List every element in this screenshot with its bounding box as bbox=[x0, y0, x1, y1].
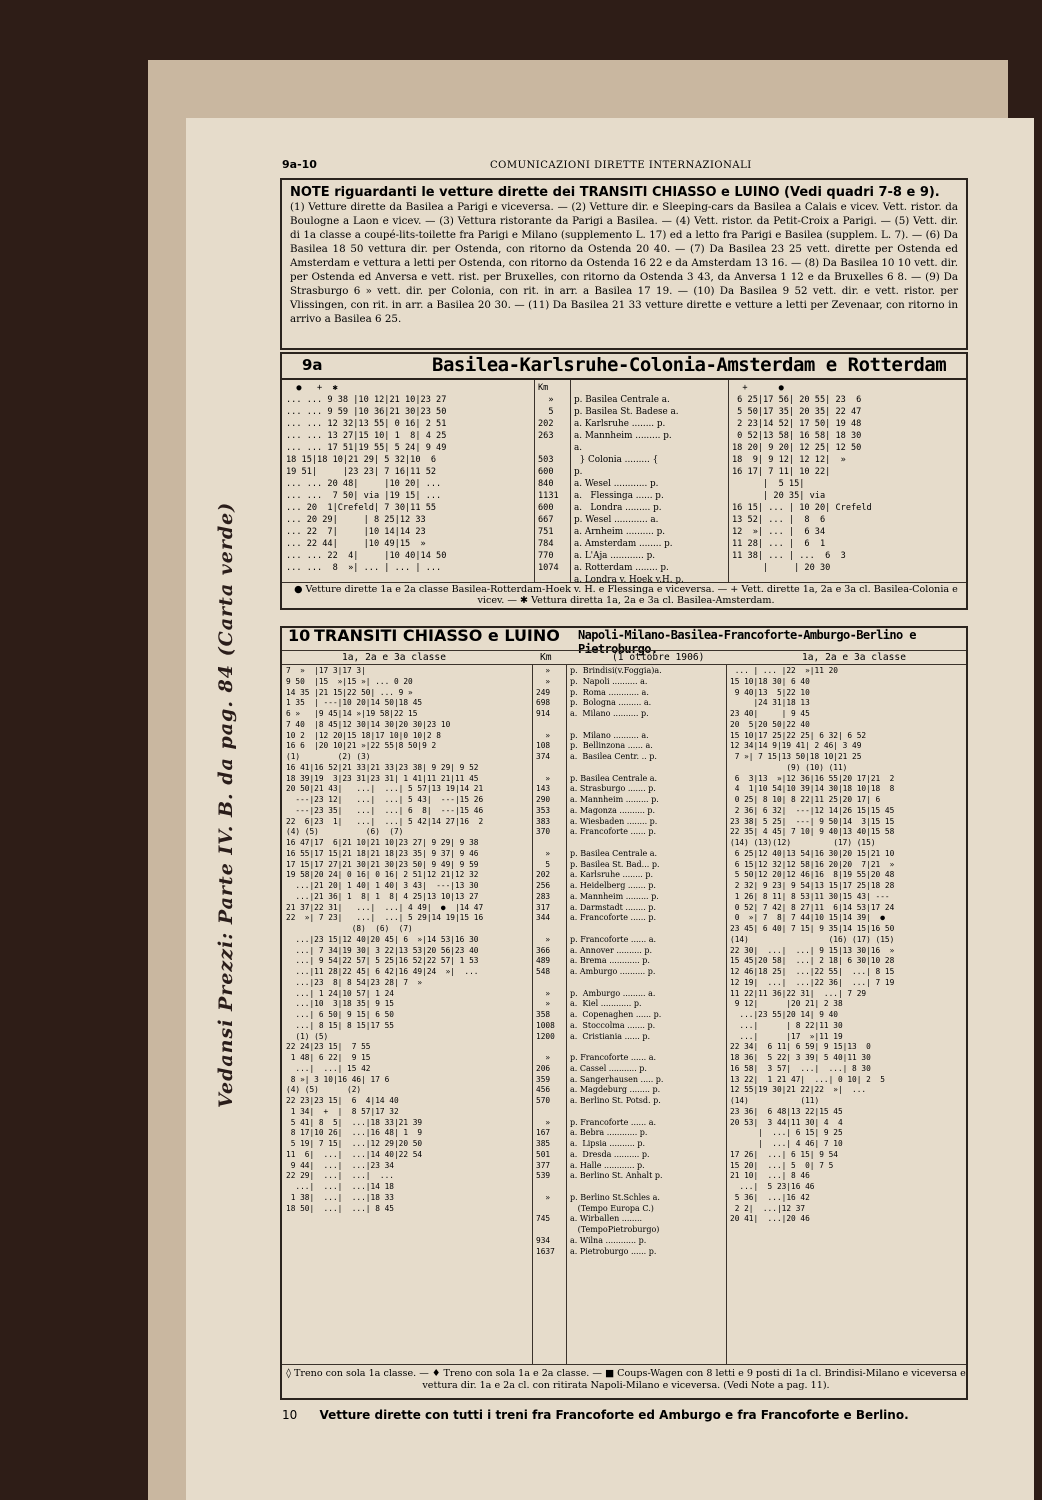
notes-body: (1) Vetture dirette da Basilea a Parigi e viceversa. — (2) Vetture dir. e Sleeping-cars da Basilea a Calais e vicev. Vett. ristor. da Boulogne a Laon e vicev. — (3) Vettura ristorante da Parigi a Basilea. — (4) Vett. ristor. da Petit-Croix a Parigi. — (5) Vett. dir. di 1a classe a coupé-lits-toilette fra Parigi e Milano (supplemento L. 17) ed a letto fra Parigi e Basilea (supplem. L. 7). — (6) Da Basilea 18 50 vettura dir. per Ostenda, con ritorno da Ostenda 20 40. — (7) Da Basilea 23 25 vett. dirette per Ostenda ed Amsterdam e vettura a letti per Ostenda, con ritorno da Ostenda 16 22 e da Amsterdam 13 16. — (8) Da Basilea 10 10 vett. dir. per Ostenda ed Anversa e vett. rist. per Bruxelles, con ritorno da Ostenda 3 43, da Anversa 1 12 e da Bruxelles 6 8. — (9) Da Strasburgo 6 » vett. dir. per Colonia, con rit. in arr. a Basilea 17 19. — (10) Da Basilea 9 52 vett. dir. e vett. ristor. per Vlissingen, con rit. in arr. a Basilea 20 30. — (11) Da Basilea 21 33 vetture dirette e vetture a letti per Zevenaar, con ritorno in arrivo a Basilea 6 25. bbox=[290, 201, 958, 325]
divider bbox=[570, 380, 571, 582]
section-9a-header bbox=[282, 354, 966, 380]
divider bbox=[282, 582, 966, 583]
divider bbox=[566, 664, 567, 1364]
page-number: 9a-10 bbox=[282, 158, 317, 171]
running-header bbox=[282, 158, 982, 176]
section-9a-right-times: + ● 6 25|17 56| 20 55| 23 6 5 50|17 35| 20 35| 22 47 2 23|14 52| 17 50| 19 48 0 52|13 58| 16 58| 18 30 18 20| 9 20| 12 25| 12 50 18 9| 9 12| 12 12| » 16 17| 7 11| 10 22| | 5 15| | 20 35| via 16 15| ... | 10 20| Crefeld 13 52| ... | 8 6 12 »| ... | 6 34 11 28| ... | 6 1 11 38| ... | ... 6 3 | | 20 30 bbox=[732, 383, 872, 573]
divider bbox=[282, 664, 966, 665]
footer-text: Vetture dirette con tutti i treni fra Francoforte ed Amburgo e fra Francoforte e Berlino. bbox=[319, 1408, 909, 1422]
section-10-header bbox=[282, 626, 966, 656]
section-9a-number: 9a bbox=[302, 356, 323, 374]
divider bbox=[282, 1364, 966, 1365]
date-header: (1 ottobre 1906) bbox=[612, 652, 705, 663]
section-10-km: » » 249 698 914 » 108 374 » 143 290 353 383 370 » 5 202 256 283 317 344 » 366 489 548 » » 358 1008 1200 » 206 359 456 570 » 167 385 501 377 539 » 745 934 1637 bbox=[536, 666, 555, 1256]
section-10 bbox=[280, 626, 968, 1400]
class-header-left: 1a, 2a e 3a classe bbox=[342, 652, 446, 663]
section-9a-legend: ● Vetture dirette 1a e 2a classe Basilea-Rotterdam-Hoek v. H. e Flessinga e viceversa. — + Vett. dirette 1a, 2a e 3a cl. Basilea-Colonia e vicev. — ✱ Vettura diretta 1a, 2a e 3a cl. Basilea-Amsterdam. bbox=[294, 584, 958, 606]
section-10-number: 10 bbox=[288, 626, 311, 645]
class-header-right: 1a, 2a e 3a classe bbox=[802, 652, 906, 663]
section-10-stations: p. Brindisi(v.Foggia)a. p. Napoli .......... a. p. Roma ............ a. p. Bologna ......... a. a. Milano .......... p. p. Milano .......... a. p. Bellinzona ...... a. a. Basilea Centr. .. p. p. Basilea Centrale a. a. Strasburgo ....... p. a. Mannheim ......... p. a. Magonza .......... p. a. Wiesbaden ........ p. a. Francoforte ...... p. p. Basilea Centrale a. p. Basilea St. Bad... p. a. Karlsruhe ........ p. a. Heidelberg ....... p. a. Mannheim ......... p. a. Darmstadt ........ p. a. Francoforte ...... p. p. Francoforte ...... a. a. Annover .......... p. a. Brema ............ p. a. Amburgo .......... p. p. Amburgo ......... a. a. Kiel ............ p. a. Copenaghen ...... p. a. Stoccolma ....... p. a. Cristiania ...... p. p. Francoforte ...... a. a. Cassel ........... p. a. Sangerhausen ..... p. a. Magdeburg ........ p. a. Berlino St. Potsd. p. p. Francoforte ...... a. a. Bebra ............ p. a. Lipsia .......... p. a. Dresda .......... p. a. Halle ............ p. a. Berlino St. Anhalt p. p. Berlino St.Schles a. (Tempo Europa C.) a. Wirballen ........ (TempoPietroburgo) a. Wilna ............ p. a. Pietroburgo ...... p. bbox=[570, 666, 664, 1256]
section-9a-title: Basilea-Karlsruhe-Colonia-Amsterdam e Rotterdam bbox=[432, 354, 947, 376]
section-9a-left-times: ● + ✱ ... ... 9 38 |10 12|21 10|23 27 ... ... 9 59 |10 36|21 30|23 50 ... ... 12 32|13 55| 0 16| 2 51 ... ... 13 27|15 10| 1 8| 4 25 ... ... 17 51|19 55| 5 24| 9 49 18 15|18 10|21 29| 5 32|10 6 19 51| |23 23| 7 16|11 52 ... ... 20 48| |10 20| ... ... ... 7 50| via |19 15| ... ... 20 1|Crefeld| 7 30|11 55 ... 20 29| | 8 25|12 33 ... 22 7| |10 14|14 23 ... 22 44| |10 49|15 » ... ... 22 4| |10 40|14 50 ... ... 8 »| ... | ... | ... bbox=[286, 383, 447, 573]
divider bbox=[282, 650, 966, 651]
section-9a-km: Km » 5 202 263 503 600 840 1131 600 667 751 784 770 1074 bbox=[538, 383, 559, 573]
section-10-route: Napoli-Milano-Basilea-Francoforte-Amburgo-Berlino e Pietroburgo. bbox=[578, 628, 916, 656]
footer-page-number: 10 bbox=[282, 1408, 298, 1422]
section-10-title: TRANSITI CHIASSO e LUINO bbox=[314, 626, 560, 645]
side-strip-reference: Vedansi Prezzi: Parte IV. B. da pag. 84 (Carta verde) bbox=[215, 501, 237, 1109]
notes-box bbox=[280, 178, 968, 350]
page-footer bbox=[282, 1408, 982, 1422]
divider bbox=[534, 380, 535, 582]
section-10-legend: ◊ Treno con sola 1a classe. — ♦ Treno con sola 1a e 2a classe. — ■ Coups-Wagen con 8 letti e 9 posti di 1a cl. Brindisi-Milano e viceversa e vettura dir. 1a e 2a cl. con ritirata Napoli-Milano e viceversa. (Vedi Note a pag. 11). bbox=[286, 1368, 966, 1391]
km-header: Km bbox=[540, 652, 552, 663]
divider bbox=[532, 664, 533, 1364]
divider bbox=[726, 664, 727, 1364]
running-title: COMUNICAZIONI DIRETTE INTERNAZIONALI bbox=[490, 160, 752, 171]
section-9a-stations: p. Basilea Centrale a. p. Basilea St. Badese a. a. Karlsruhe ........ p. a. Mannheim ......... p. a. } Colonia ......... { p. a. Wesel ............ p. a. Flessinga ...... p. a. Londra ......... p. p. Wesel ............ a. a. Arnheim .......... p. a. Amsterdam ........ p. a. L'Aja ............ p. a. Rotterdam ........ p. a. Londra v. Hoek v.H. p. bbox=[574, 395, 684, 585]
section-10-left-times: 7 » |17 3|17 3| 9 50 |15 »|15 »| ... 0 20 14 35 |21 15|22 50| ... 9 » 1 35 | ---|10 20|14 50|18 45 6 » |9 45|14 »|19 58|22 15 7 40 |8 45|12 30|14 30|20 30|23 10 10 2 |12 20|15 18|17 10|0 10|2 8 16 6 |20 10|21 »|22 55|8 50|9 2 (1) (2) (3) 16 41|16 52|21 33|21 33|23 38| 9 29| 9 52 18 39|19 3|23 31|23 31| 1 41|11 21|11 45 20 50|21 43| ...| ...| 5 57|13 19|14 21 ---|23 12| ...| ...| 5 43| ---|15 26 ---|23 35| ...| ...| 6 8| ---|15 46 22 6|23 1| ...| ...| 5 42|14 27|16 2 (4) (5) (6) (7) 16 47|17 6|21 10|21 10|23 27| 9 29| 9 38 16 55|17 15|21 18|21 18|23 35| 9 37| 9 46 17 15|17 27|21 30|21 30|23 50| 9 49| 9 59 19 58|20 24| 0 16| 0 16| 2 51|12 21|12 32 ...|21 20| 1 40| 1 40| 3 43| ---|13 30 ...|21 36| 1 8| 1 8| 4 25|13 10|13 27 21 37|22 31| ...| ...| 4 49| ● |14 47 22 »| 7 23| ...| ...| 5 29|14 19|15 16 (8) (6) (7) ...|23 15|12 40|20 45| 6 »|14 53|16 30 ...| 7 34|19 30| 3 22|13 53|20 56|23 40 ...| 9 54|22 57| 5 25|16 52|22 57| 1 53 ...|11 28|22 45| 6 42|16 49|24 »| ... ...|23 8| 8 54|23 28| 7 » ...| 1 24|10 57| 1 24 ...|10 3|18 35| 9 15 ...| 6 50| 9 15| 6 50 ...| 8 15| 8 15|17 55 (1) (5) 22 24|23 15| 7 55 1 48| 6 22| 9 15 ...| ...| 15 42 8 »| 3 10|16 46| 17 6 (4) (5) (2) 22 23|23 15| 6 4|14 40 1 34| + | 8 57|17 32 5 41| 8 5| ...|18 33|21 39 8 17|10 26| ...|16 48| 1 9 5 19| 7 15| ...|12 29|20 50 11 6| ...| ...|14 40|22 54 9 44| ...| ...|23 34 22 29| ...| ...| ... ...| ...| ...|14 18 1 38| ...| ...|18 33 18 50| ...| ...| 8 45 bbox=[286, 666, 484, 1213]
section-9a bbox=[280, 352, 968, 610]
notes-title: NOTE riguardanti le vetture dirette dei TRANSITI CHIASSO e LUINO (Vedi quadri 7-8 e 9). bbox=[290, 185, 940, 200]
section-10-right-times: ... | ... |22 »|11 20 15 10|18 30| 6 40 9 40|13 5|22 10 |24 31|18 13 23 40| | 9 45 20 5|20 50|22 40 15 10|17 25|22 25| 6 32| 6 52 12 34|14 9|19 41| 2 46| 3 49 7 »| 7 15|13 50|18 10|21 25 (9) (10) (11) 6 3|13 »|12 36|16 55|20 17|21 2 4 1|10 54|10 39|14 30|18 10|18 8 0 25| 8 10| 8 22|11 25|20 17| 6 2 36| 6 32| ---|12 14|26 15|15 45 23 38| 5 25| ---| 9 50|14 3|15 15 22 35| 4 45| 7 10| 9 40|13 40|15 58 (14) (13)(12) (17) (15) 6 25|12 40|13 54|16 30|20 15|21 10 6 15|12 32|12 58|16 20|20 7|21 » 5 50|12 20|12 46|16 8|19 55|20 48 2 32| 9 23| 9 54|13 15|17 25|18 28 1 26| 8 11| 8 53|11 30|15 43| --- 0 52| 7 42| 8 27|11 6|14 53|17 24 0 »| 7 8| 7 44|10 15|14 39| ● 23 45| 6 40| 7 15| 9 35|14 15|16 50 (14) (16) (17) (15) 22 30| ...| ...| 9 15|13 30|16 » 15 45|20 58| ...| 2 18| 6 30|10 28 12 46|18 25| ...|22 55| ...| 8 15 12 19| ...| ...|22 36| ...| 7 19 11 22|11 36|22 31| ...| 7 29 9 12| |20 21| 2 38 ...|23 55|20 14| 9 40 ...| | 8 22|11 30 ...| |17 »|11 19 22 34| 6 11| 6 59| 9 15|13 0 18 36| 5 22| 3 39| 5 40|11 30 16 58| 3 57| ...| ...| 8 30 13 22| 1 21 47| ...| 0 10| 2 5 12 55|19 30|21 22|22 »| ... (14) (11) 23 36| 6 48|13 22|15 45 20 53| 3 44|11 30| 4 4 | ...| 6 15| 9 25 | ...| 4 46| 7 10 17 26| ...| 6 15| 9 54 15 20| ...| 5 0| 7 5 21 10| ...| 8 46 ...| 5 23|16 46 5 36| ...|16 42 2 2| ...|12 37 20 41| ...|20 46 bbox=[730, 666, 895, 1224]
divider bbox=[728, 380, 729, 582]
